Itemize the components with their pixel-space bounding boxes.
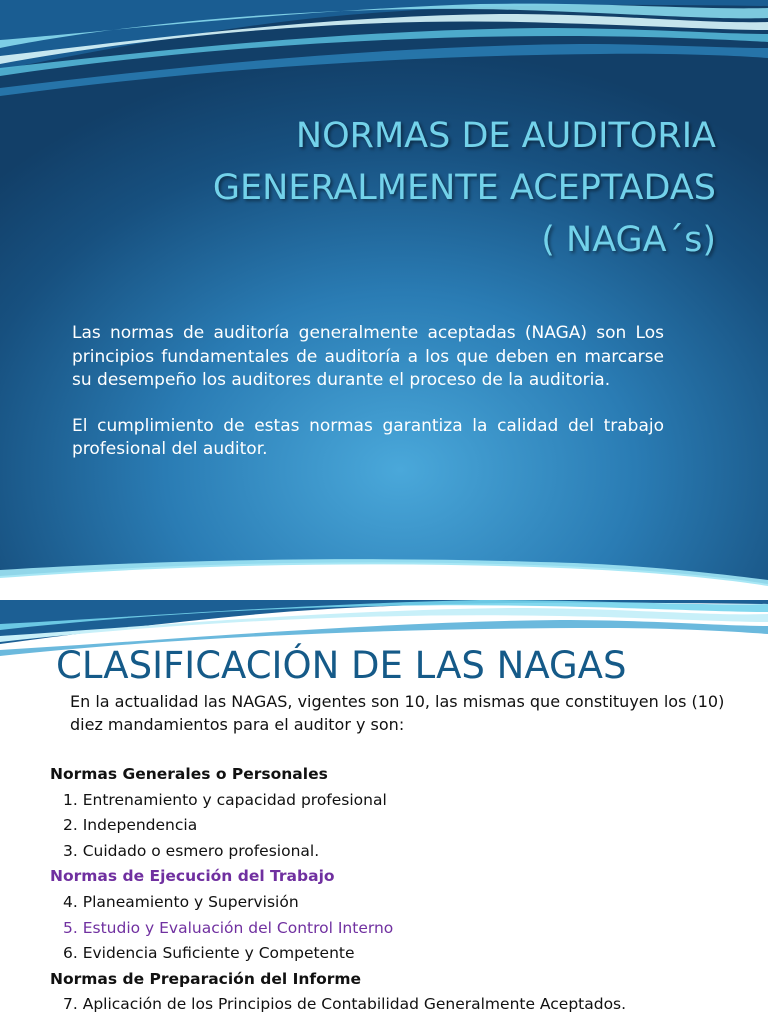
intro-paragraph-1: Las normas de auditoría generalmente aceptadas (NAGA) son Los principios fundamentales de auditoría a los que deben en marcarse su desempeño los auditores durante el proceso de la auditoria. — [72, 323, 664, 390]
title-line-1: NORMAS DE AUDITORIA — [295, 116, 716, 156]
title-line-3: ( NAGA´s) — [541, 220, 716, 260]
slide-1-body — [72, 322, 664, 484]
group-heading-informe: Normas de Preparación del Informe — [50, 969, 362, 988]
group-heading-ejecucion: Normas de Ejecución del Trabajo — [50, 867, 335, 886]
group-heading-generales: Normas Generales o Personales — [50, 765, 328, 783]
decorative-waves-bottom — [0, 556, 768, 600]
slide-2-title: CLASIFICACIÓN DE LAS NAGAS — [56, 644, 627, 687]
list-item: 4. Planeamiento y Supervisión — [63, 892, 299, 911]
nagas-list — [50, 762, 750, 1018]
list-item: 2. Independencia — [63, 816, 198, 835]
list-item-highlighted: 5. Estudio y Evaluación del Control Interno — [63, 918, 394, 937]
list-item: 6. Evidencia Suficiente y Competente — [63, 944, 355, 963]
list-item: 3. Cuidado o esmero profesional. — [63, 841, 320, 860]
decorative-waves-top — [0, 0, 768, 110]
title-line-2: GENERALMENTE ACEPTADAS — [212, 168, 716, 208]
slide-2-intro: En la actualidad las NAGAS, vigentes son 10, las mismas que constituyen los (10) diez mandamientos para el auditor y son: — [70, 692, 725, 734]
intro-paragraph-2: El cumplimiento de estas normas garantiza la calidad del trabajo profesional del auditor. — [72, 415, 664, 459]
list-item: 1. Entrenamiento y capacidad profesional — [63, 790, 387, 809]
slide-1-title — [76, 110, 716, 266]
list-item: 7. Aplicación de los Principios de Contabilidad Generalmente Aceptados. — [63, 995, 627, 1014]
